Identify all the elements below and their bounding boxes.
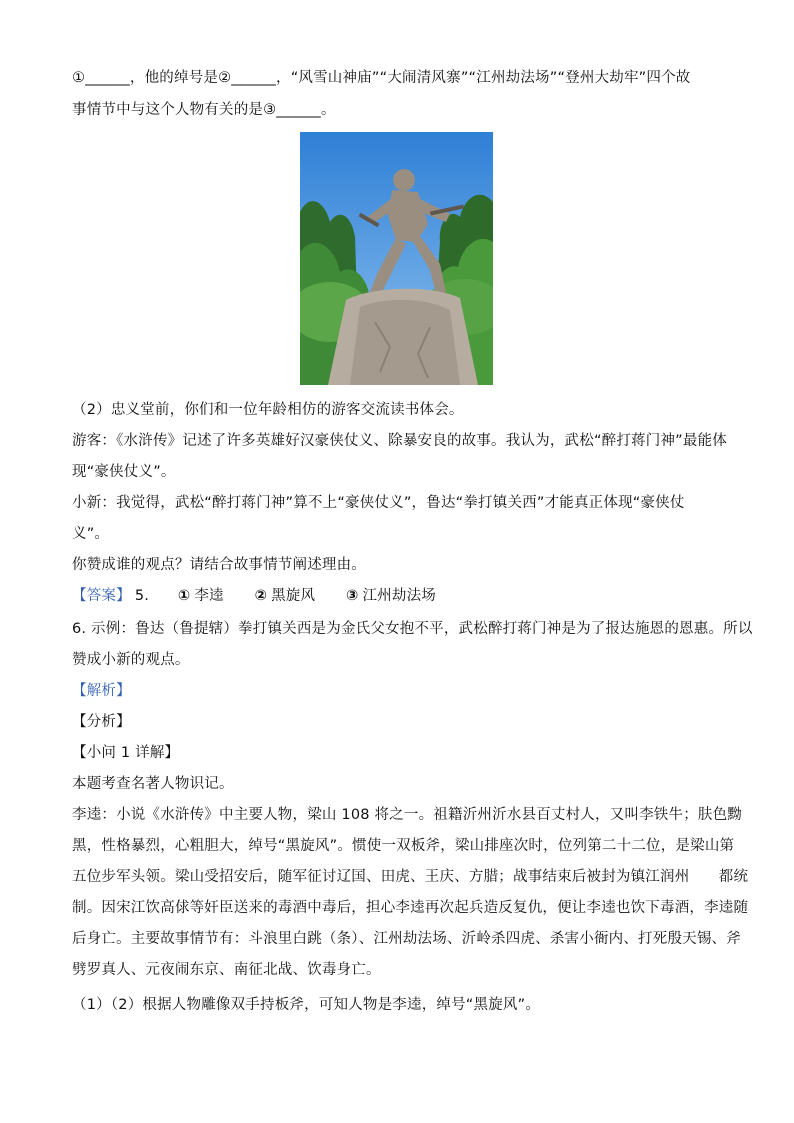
text-line-20: 后身亡。主要故事情节有：斗浪里白跳（条）、江州劫法场、沂岭杀四虎、杀害小衙内、打死殷天锡、斧 bbox=[72, 931, 741, 947]
text-line-6: 小新：我觉得，武松“醉打蒋门神”算不上“豪侠仗义”，鲁达“拳打镇关西”才能真正体现“豪侠仗 bbox=[72, 495, 685, 511]
answer-item-1-mark: ① bbox=[177, 588, 191, 604]
text-line-10: 6. 示例：鲁达（鲁提辖）拳打镇关西是为金氏父女抱不平，武松醉打蒋门神是为了报达施恩的恩惠。所以 bbox=[72, 621, 753, 637]
text-line-1: ①______，他的绰号是②______，“风雪山神庙”“大闹清风寨”“江州劫法场”“登州大劫牢”四个故 bbox=[72, 70, 691, 86]
text-line-17: 黑，性格暴烈，心粗胆大，绰号“黑旋风”。惯使一双板斧，梁山排座次时，位列第二十二位，是梁山第 bbox=[72, 838, 735, 854]
answer-question-number: 5. bbox=[134, 588, 150, 604]
statue-photo bbox=[300, 132, 493, 385]
text-line-4: 游客：《水浒传》记述了许多英雄好汉豪侠仗义、除暴安良的故事。我认为，武松“醉打蒋门神”最能体 bbox=[72, 433, 727, 449]
answer-line bbox=[72, 586, 440, 606]
answer-label: 【答案】 bbox=[72, 588, 131, 604]
answer-item-3-text: 江州劫法场 bbox=[362, 588, 436, 604]
text-line-19: 制。因宋江饮高俅等奸臣送来的毒酒中毒后，担心李逵再次起兵造反复仇，便让李逵也饮下毒酒，李逵随 bbox=[72, 900, 749, 916]
answer-item-2-text: 黑旋风 bbox=[271, 588, 316, 604]
text-line-5: 现“豪侠仗义”。 bbox=[72, 464, 176, 480]
analysis-tag: 【解析】 bbox=[72, 683, 131, 699]
answer-item-3-mark: ③ bbox=[345, 588, 359, 604]
text-line-8: 你赞成谁的观点？请结合故事情节阐述理由。 bbox=[72, 557, 366, 573]
text-line-22: （1）（2）根据人物雕像双手持板斧，可知人物是李逵，绰号“黑旋风”。 bbox=[72, 997, 541, 1013]
text-line-18: 五位步军头领。梁山受招安后，随军征讨辽国、田虎、王庆、方腊；战事结束后被封为镇江润州 都统 bbox=[72, 869, 749, 885]
text-line-11: 赞成小新的观点。 bbox=[72, 652, 190, 668]
text-line-21: 劈罗真人、元夜闹东京、南征北战、饮毒身亡。 bbox=[72, 962, 381, 978]
text-line-2: 事情节中与这个人物有关的是③______。 bbox=[72, 102, 336, 118]
answer-item-1-text: 李逵 bbox=[194, 588, 224, 604]
answer-item-2-mark: ② bbox=[254, 588, 268, 604]
statue-image bbox=[300, 132, 493, 385]
text-line-3: （2）忠义堂前，你们和一位年龄相仿的游客交流读书体会。 bbox=[72, 402, 464, 418]
text-line-16: 李逵：小说《水浒传》中主要人物，梁山 108 将之一。祖籍沂州沂水县百丈村人，又叫李铁牛；肤色黝 bbox=[72, 807, 742, 823]
text-line-15: 本题考查名著人物识记。 bbox=[72, 776, 234, 792]
sub-question-1-heading: 【小问 1 详解】 bbox=[72, 745, 180, 761]
text-line-7: 义”。 bbox=[72, 526, 110, 542]
fenxi-tag: 【分析】 bbox=[72, 714, 131, 730]
